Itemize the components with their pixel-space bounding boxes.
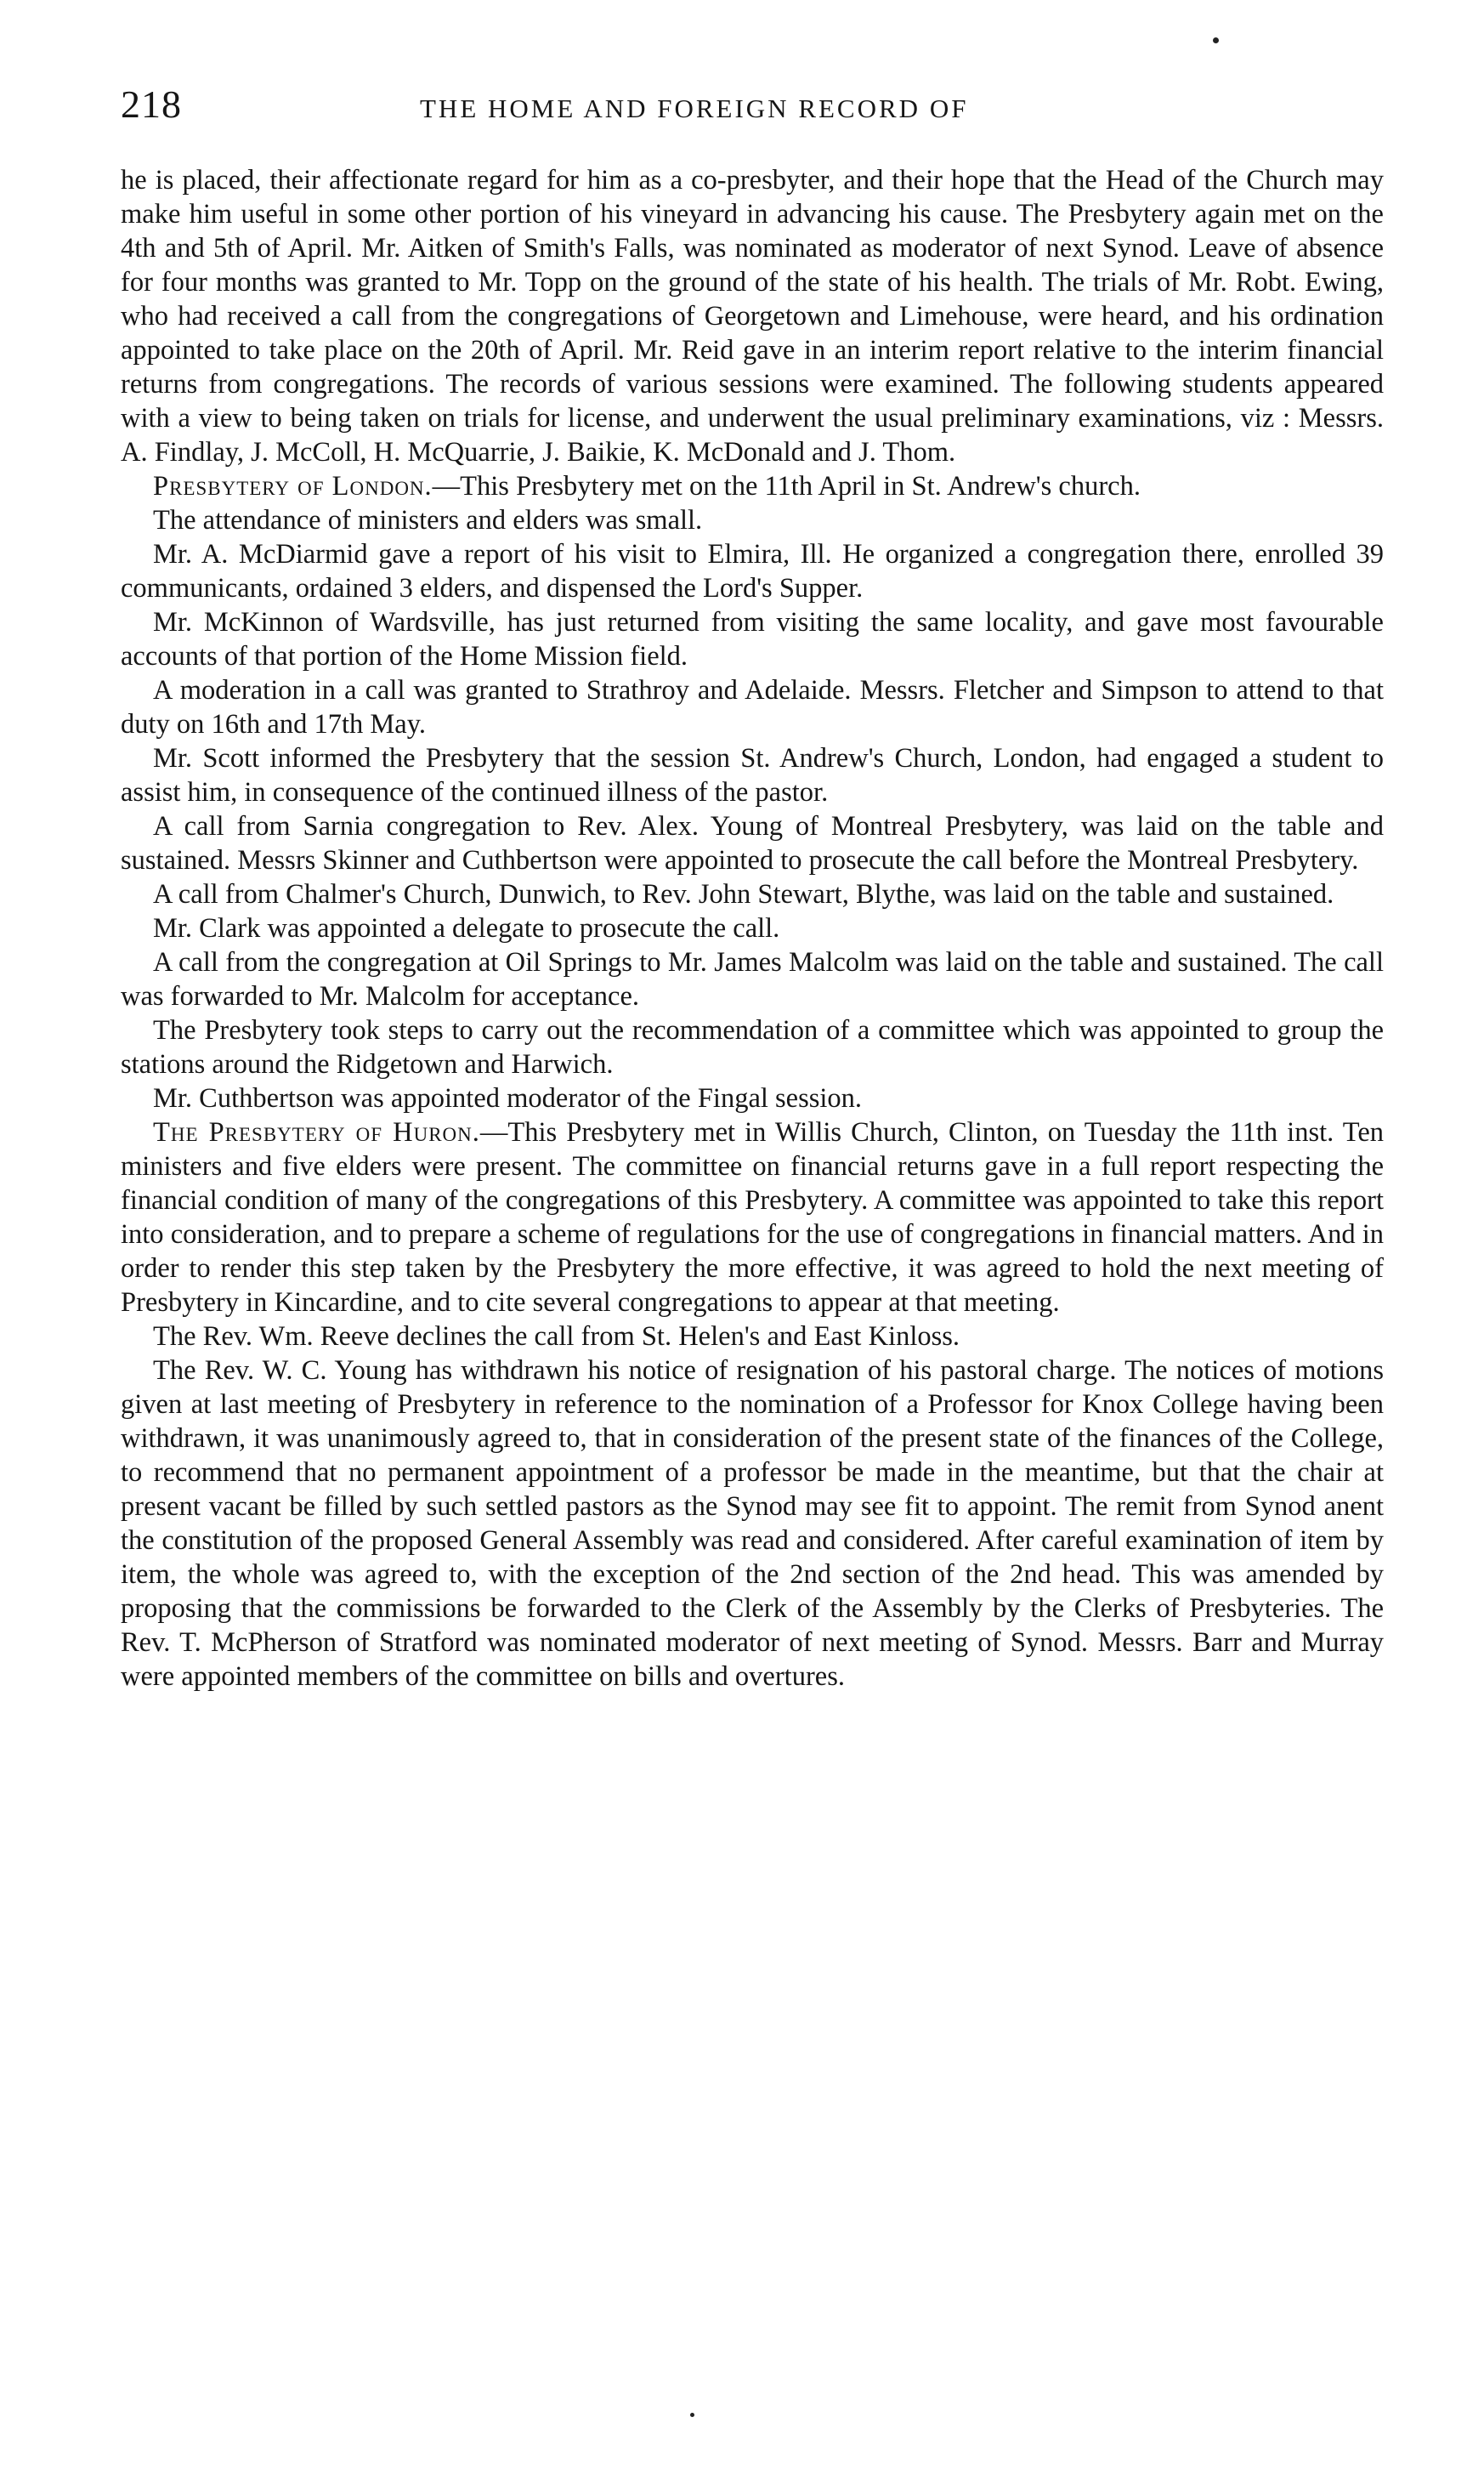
- paragraph: A call from the congregation at Oil Springs to Mr. James Malcolm was laid on the table and sustained. The call was forwarded to Mr. Malcolm for acceptance.: [121, 947, 1384, 1012]
- paragraph: The attendance of ministers and elders was small.: [153, 505, 703, 536]
- paragraph: The Presbytery took steps to carry out the recommendation of a committee which was appointed to group the stations around the Ridgetown and Harwich.: [121, 1015, 1384, 1080]
- paragraph-text: —This Presbytery met on the 11th April in St. Andrew's church.: [432, 471, 1141, 502]
- ink-speck: [690, 2413, 694, 2417]
- paragraph: A moderation in a call was granted to Strathroy and Adelaide. Messrs. Fletcher and Simpson to attend to that duty on 16th and 17th May.: [121, 675, 1384, 740]
- ink-speck: [1213, 37, 1219, 43]
- paragraph: Mr. A. McDiarmid gave a report of his visit to Elmira, Ill. He organized a congregation there, enrolled 39 communicants, ordained 3 elders, and dispensed the Lord's Supper.: [121, 539, 1384, 604]
- paragraph: Mr. McKinnon of Wardsville, has just returned from visiting the same locality, and gave most favourable accounts of that portion of the Home Mission field.: [121, 607, 1384, 672]
- paragraph: Mr. Cuthbertson was appointed moderator of the Fingal session.: [153, 1083, 863, 1114]
- paragraph: A call from Chalmer's Church, Dunwich, to Rev. John Stewart, Blythe, was laid on the table and sustained.: [153, 879, 1334, 910]
- paragraph: [121, 1115, 1384, 1319]
- paragraph: Mr. Clark was appointed a delegate to prosecute the call.: [153, 913, 780, 944]
- paragraph: The Rev. Wm. Reeve declines the call from St. Helen's and East Kinloss.: [153, 1321, 960, 1352]
- paragraph: Mr. Scott informed the Presbytery that the session St. Andrew's Church, London, had engaged a student to assist him, in consequence of the continued illness of the pastor.: [121, 743, 1384, 808]
- paragraph: The Rev. W. C. Young has withdrawn his notice of resignation of his pastoral charge. The notices of motions given at last meeting of Presbytery in reference to the nomination of a Professor for Knox College having been withdrawn, it was unanimously agreed to, that in consideration of the present state of the finances of the College, to recommend that no permanent appointment of a professor be made in the meantime, but that the chair at present vacant be filled by such settled pastors as the Synod may see fit to appoint. The remit from Synod anent the constitution of the proposed General Assembly was read and considered. After careful examination of item by item, the whole was agreed to, with the exception of the 2nd section of the 2nd head. This was amended by proposing that the commissions be forwarded to the Clerk of the Assembly by the Clerks of Presbyteries. The Rev. T. McPherson of Stratford was nominated moderator of next meeting of Synod. Messrs. Barr and Murray were appointed members of the committee on bills and overtures.: [121, 1355, 1384, 1692]
- page-header: [121, 82, 1384, 133]
- section-heading: The Presbytery of Huron.: [153, 1117, 480, 1148]
- page-number: 218: [121, 82, 182, 126]
- running-title: THE HOME AND FOREIGN RECORD OF: [420, 94, 969, 123]
- paragraph-text: —This Presbytery met in Willis Church, Clinton, on Tuesday the 11th inst. Ten ministers and five elders were present. The committee on financial returns gave in a full report respecting the financial condition of many of the congregations of this Presbytery. A committee was appointed to take this report into consideration, and to prepare a scheme of regulations for the use of congregations in financial matters. And in order to render this step taken by the Presbytery the more effective, it was agreed to hold the next meeting of Presbytery in Kincardine, and to cite several congregations to appear at that meeting.: [121, 1117, 1385, 1318]
- paragraph: [121, 469, 1384, 503]
- paragraph: A call from Sarnia congregation to Rev. Alex. Young of Montreal Presbytery, was laid on the table and sustained. Messrs Skinner and Cuthbertson were appointed to prosecute the call before the Montreal Presbytery.: [121, 811, 1384, 876]
- section-heading: Presbytery of London.: [153, 471, 433, 502]
- article-body: [121, 163, 1384, 1694]
- paragraph: he is placed, their affectionate regard for him as a co-presbyter, and their hope that the Head of the Church may make him useful in some other portion of his vineyard in advancing his cause. The Presbytery again met on the 4th and 5th of April. Mr. Aitken of Smith's Falls, was nominated as moderator of next Synod. Leave of absence for four months was granted to Mr. Topp on the ground of the state of his health. The trials of Mr. Robt. Ewing, who had received a call from the congregations of Georgetown and Limehouse, were heard, and his ordination appointed to take place on the 20th of April. Mr. Reid gave in an interim report relative to the interim financial returns from congregations. The records of various sessions were examined. The following students appeared with a view to being taken on trials for license, and underwent the usual preliminary examinations, viz : Messrs. A. Findlay, J. McColl, H. McQuarrie, J. Baikie, K. McDonald and J. Thom.: [121, 165, 1384, 468]
